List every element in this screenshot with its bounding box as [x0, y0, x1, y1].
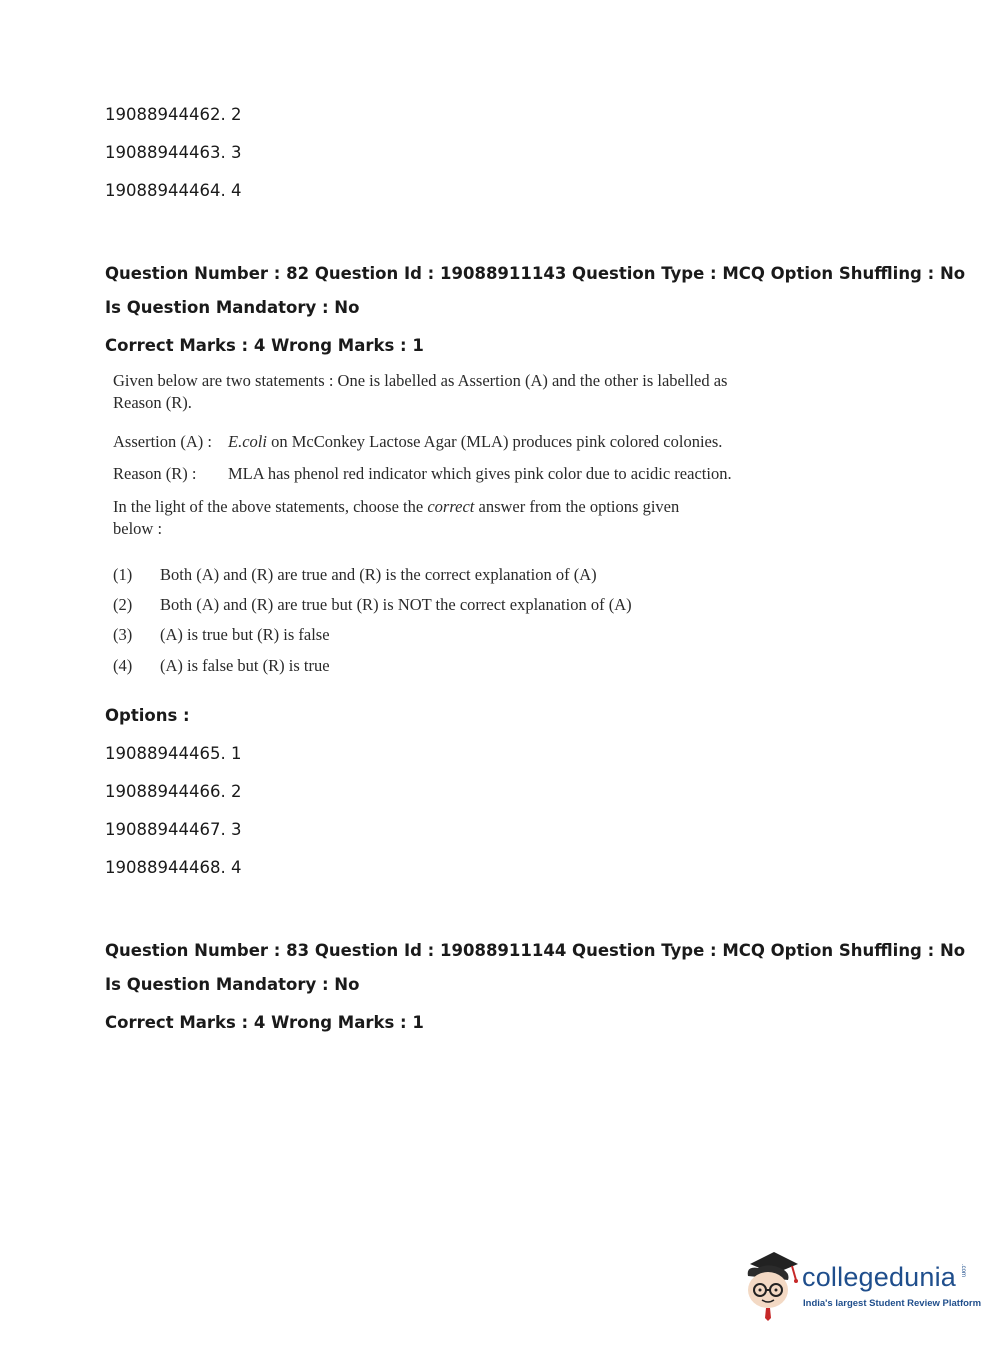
prev-option-3: 19088944464. 4 [105, 181, 242, 200]
q82-marks: Correct Marks : 4 Wrong Marks : 1 [105, 336, 424, 355]
q82-option-3: 19088944467. 3 [105, 820, 242, 839]
choice-text: (A) is true but (R) is false [160, 625, 330, 644]
light-text-a: In the light of the above statements, choose the [113, 497, 428, 516]
q83-marks: Correct Marks : 4 Wrong Marks : 1 [105, 1013, 424, 1032]
q82-light-line1 [113, 496, 679, 518]
logo-wordmark: collegedunia [802, 1262, 957, 1292]
q82-option-1: 19088944465. 1 [105, 744, 242, 763]
logo-tagline: India's largest Student Review Platform [803, 1298, 982, 1309]
q82-header: Question Number : 82 Question Id : 19088911143 Question Type : MCQ Option Shuffling : No [105, 264, 966, 283]
reason-label: Reason (R) : [113, 464, 197, 483]
q82-mandatory: Is Question Mandatory : No [105, 298, 360, 317]
q82-option-4: 19088944468. 4 [105, 858, 242, 877]
q82-intro-line2: Reason (R). [113, 393, 192, 412]
choice-text: Both (A) and (R) are true but (R) is NOT the correct explanation of (A) [160, 595, 632, 614]
prev-option-2: 19088944463. 3 [105, 143, 242, 162]
choice-text: (A) is false but (R) is true [160, 656, 330, 675]
choice-number: (4) [113, 656, 133, 675]
assertion-rest: on McConkey Lactose Agar (MLA) produces pink colored colonies. [266, 432, 723, 451]
q82-options-label: Options : [105, 706, 190, 725]
logo-com: .com [960, 1264, 966, 1278]
q82-question-image [113, 370, 732, 680]
light-text-c: answer from the options given [474, 497, 680, 516]
choice-text: Both (A) and (R) are true and (R) is the correct explanation of (A) [160, 565, 597, 584]
assertion-text [228, 431, 722, 453]
q83-header: Question Number : 83 Question Id : 19088911144 Question Type : MCQ Option Shuffling : No [105, 941, 966, 960]
q83-mandatory: Is Question Mandatory : No [105, 975, 360, 994]
mascot-icon [740, 1246, 802, 1322]
prev-option-1: 19088944462. 2 [105, 105, 242, 124]
q82-option-2: 19088944466. 2 [105, 782, 242, 801]
choice-number: (1) [113, 565, 133, 584]
choice-number: (2) [113, 595, 133, 614]
choice-number: (3) [113, 625, 133, 644]
q82-intro-line1: Given below are two statements : One is labelled as Assertion (A) and the other is labelled as [113, 371, 728, 390]
q82-light-line2: below : [113, 519, 163, 538]
assertion-italic: E.coli [228, 432, 267, 451]
collegedunia-logo [740, 1246, 982, 1322]
light-text-italic: correct [427, 497, 475, 516]
assertion-label: Assertion (A) : [113, 432, 212, 451]
reason-text: MLA has phenol red indicator which gives pink color due to acidic reaction. [228, 464, 732, 483]
